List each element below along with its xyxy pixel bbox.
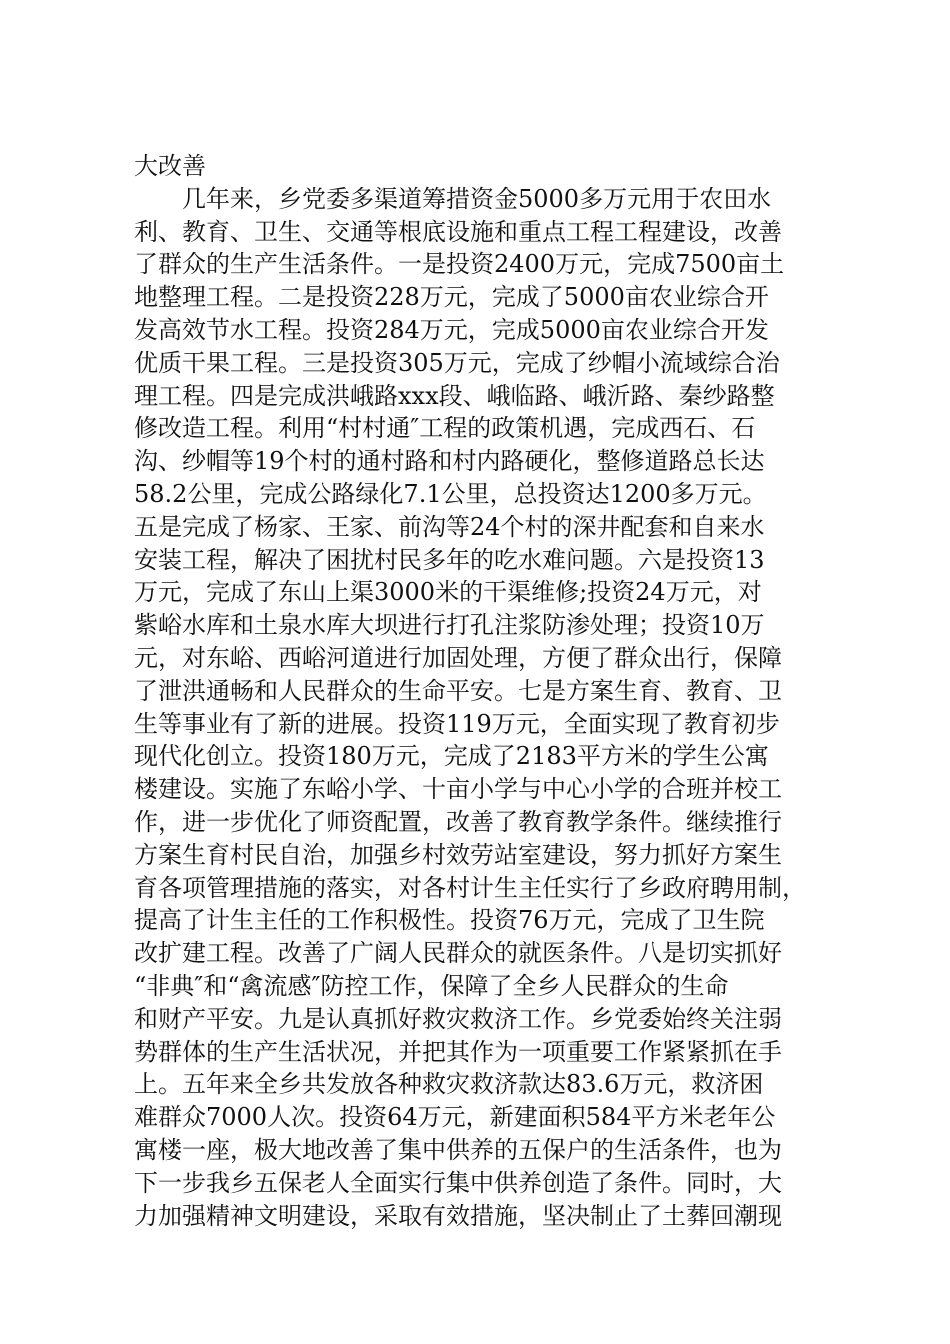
text-line: 和财产平安。九是认真抓好救灾救济工作。乡党委始终关注弱	[134, 1004, 782, 1033]
text-line: 五是完成了杨家、王家、前沟等24个村的深井配套和自来水	[134, 512, 765, 541]
paragraph-first-line: 几年来，乡党委多渠道筹措资金5000多万元用于农田水	[182, 184, 772, 213]
text-line: 沟、纱帽等19个村的通村路和村内路硬化，整修道路总长达	[134, 447, 765, 476]
text-line: 利、教育、卫生、交通等根底设施和重点工程工程建设，改善	[134, 217, 782, 246]
text-line: 寓楼一座，极大地改善了集中供养的五保户的生活条件，也为	[134, 1135, 782, 1164]
text-line: 下一步我乡五保老人全面实行集中供养创造了条件。同时，大	[134, 1168, 782, 1197]
text-line: 力加强精神文明建设，采取有效措施，坚决制止了土葬回潮现	[134, 1201, 782, 1230]
text-line: 修改造工程。利用“村村通″工程的政策机遇，完成西石、石	[134, 414, 756, 443]
text-line: 了泄洪通畅和人民群众的生命平安。七是方案生育、教育、卫	[134, 676, 782, 705]
text-line: 改扩建工程。改善了广阔人民群众的就医条件。八是切实抓好	[134, 939, 782, 968]
text-line: 上。五年来全乡共发放各种救灾救济款达83.6万元，救济困	[134, 1070, 764, 1099]
text-line: 育各项管理措施的落实，对各村计生主任实行了乡政府聘用制，	[134, 873, 806, 902]
text-line: 安装工程，解决了困扰村民多年的吃水难问题。六是投资13	[134, 545, 765, 574]
text-line: 元，对东峪、西峪河道进行加固处理，方便了群众出行，保障	[134, 643, 782, 672]
body-text	[134, 150, 834, 1232]
text-line: 难群众7000人次。投资64万元，新建面积584平方米老年公	[134, 1103, 776, 1132]
text-line: 提高了计生主任的工作积极性。投资76万元，完成了卫生院	[134, 906, 765, 935]
text-line: 万元，完成了东山上渠3000米的干渠维修;投资24万元，对	[134, 578, 762, 607]
text-line: 大改善	[134, 152, 206, 180]
text-line: 紫峪水库和土泉水库大坝进行打孔注浆防渗处理；投资10万	[134, 611, 765, 640]
text-line: 发高效节水工程。投资284万元，完成5000亩农业综合开发	[134, 315, 769, 344]
text-line: “非典″和“禽流感″防控工作，保障了全乡人民群众的生命	[134, 971, 729, 1000]
text-line: 地整理工程。二是投资228万元，完成了5000亩农业综合开	[134, 283, 769, 312]
text-line: 作，进一步优化了师资配置，改善了教育教学条件。继续推行	[134, 807, 782, 836]
text-line: 楼建设。实施了东峪小学、十亩小学与中心小学的合班并校工	[134, 775, 782, 804]
text-line: 方案生育村民自治，加强乡村效劳站室建设，努力抓好方案生	[134, 840, 782, 869]
text-line: 了群众的生产生活条件。一是投资2400万元，完成7500亩土	[134, 250, 785, 279]
text-line: 理工程。四是完成洪峨路xxx段、峨临路、峨沂路、秦纱路整	[134, 381, 775, 410]
text-line: 生等事业有了新的进展。投资119万元，全面实现了教育初步	[134, 709, 780, 738]
text-line: 势群体的生产生活状况，并把其作为一项重要工作紧紧抓在手	[134, 1037, 782, 1066]
text-line: 58.2公里，完成公路绿化7.1公里，总投资达1200多万元。	[134, 479, 767, 508]
text-line: 优质干果工程。三是投资305万元，完成了纱帽小流域综合治	[134, 348, 780, 377]
text-line: 现代化创立。投资180万元，完成了2183平方米的学生公寓	[134, 742, 769, 771]
